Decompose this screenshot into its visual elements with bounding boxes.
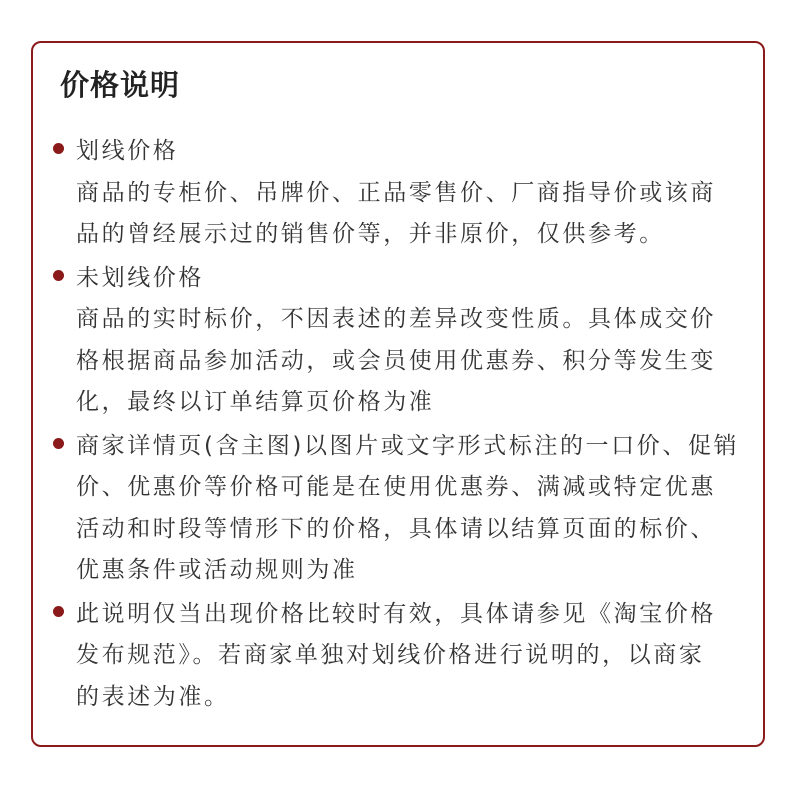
list-item-strikethrough-price [33,131,763,256]
bullet-dot-icon [53,143,64,154]
item-text-line: 活动和时段等情形下的价格，具体请以结算页面的标价、 [76,515,716,542]
item-text-line: 商品的专柜价、吊牌价、正品零售价、厂商指导价或该商 [76,179,716,206]
price-explanation-card [31,41,765,747]
item-heading: 未划线价格 [76,264,204,291]
item-text-line: 的表述为准。 [76,683,230,710]
item-text-line: 化，最终以订单结算页价格为准 [76,389,435,415]
item-text-line: 格根据商品参加活动，或会员使用优惠券、积分等发生变 [76,347,716,374]
item-text-line: 优惠条件或活动规则为准 [76,557,358,583]
item-text-line: 此说明仅当出现价格比较时有效，具体请参见《淘宝价格 [76,600,716,627]
item-text-line: 品的曾经展示过的销售价等，并非原价，仅供参考。 [76,221,665,247]
list-item-detail-page-price [33,426,763,592]
bullet-dot-icon [53,606,64,617]
item-text-line: 发布规范》。若商家单独对划线价格进行说明的，以商家 [76,642,705,668]
explanation-list [33,131,763,720]
list-item-non-strikethrough-price [33,258,763,424]
card-title: 价格说明 [60,68,181,102]
item-text-line: 价、优惠价等价格可能是在使用优惠券、满减或特定优惠 [76,474,716,500]
item-text-line: 商品的实时标价，不因表述的差异改变性质。具体成交价 [76,306,716,332]
item-heading: 划线价格 [76,138,179,164]
list-item-comparison-note [33,594,763,719]
bullet-dot-icon [53,270,64,281]
item-text-line: 商家详情页(含主图)以图片或文字形式标注的一口价、促销 [76,432,740,459]
bullet-dot-icon [53,438,64,449]
